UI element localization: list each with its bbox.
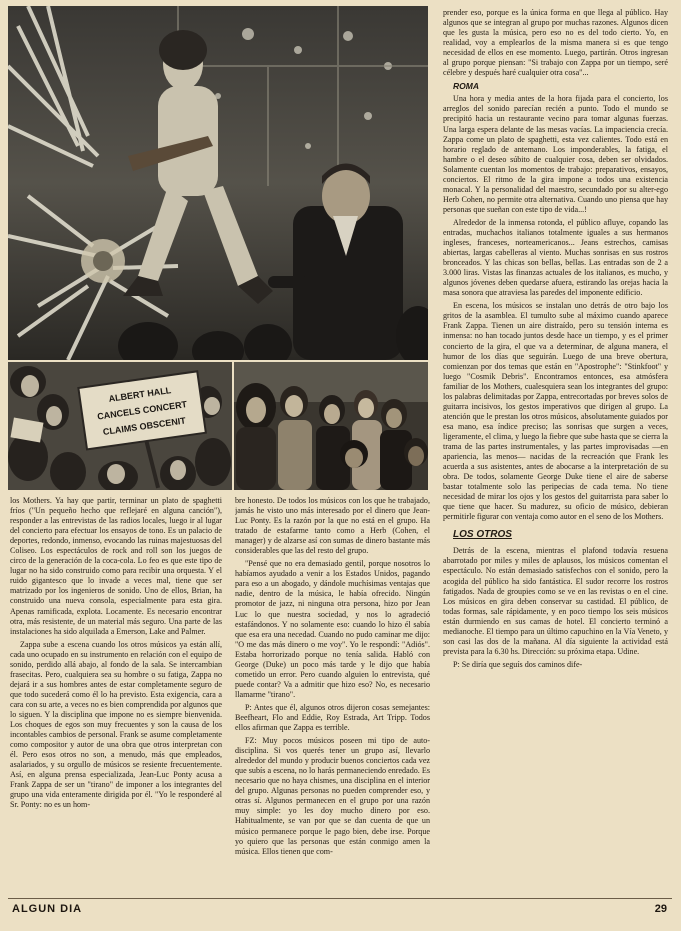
paragraph: FZ: Muy pocos músicos poseen mi tipo de auto-disciplina. Si vos querés tener un grupo así, llevarlo alrededor del mundo y producir buenos conciertos cada vez que subís a escena, no lo harás permaneciendo enredado. Es necesario que no haya chismes, una disciplina en el interior del grupo. Algunas personas no pueden comprender eso, y otras sí. Algunos permanecen en el grupo por una razón muy simple: yo les doy mucho dinero por eso. Habitualmente, se van por que se dan cuenta de que un músico permanece porque le pago bien, debe irse. Porque yo quiero que las personas que están conmigo amen la música. Ellos tienen que com- [235,736,430,856]
paragraph: Una hora y media antes de la hora fijada para el concierto, los arreglos del sonido parecían recién a punto. Todo el mundo se precipitó hacia un restaurante vecino para tomar algunas fuerzas. Una larga espera delante de las mesas vacías. La impaciencia crecía. Zappa come un plato de spaghetti, esta vez calientes. Todo está en horario reglado de antemano. Los imponderables, la fatiga, el hambre o el deseo súbito de cualquier cosa, deben ser olvidados. Solamente cuentan los momentos de trabajo: preparativos, ensayos, conciertos. El ritmo de la gira impone a todos una existencia monacal. Y la personalidad del maestro, secundado por su alter-ego Herb Cohen, no permite otra alternativa. Cuando uno piensa que hay personas que sueñan con este tipo de vida...! [443,94,668,214]
band-group-photo [234,362,428,490]
paragraph: P: Se diría que seguís dos caminos dife- [453,659,583,669]
stage-photo-image [8,6,428,360]
paragraph: los Mothers. Ya hay que partir, terminar un plato de spaghetti fríos ("Un pequeño hecho que reflejaré en alguna canción"), responder a las entrevistas de las radios locales, luego ir al lugar del concierto para efectuar los ensayos de tono. Es un palacio de deportes, redondo, inmenso, evocando las ruinas majestuosas del Coliseo. Los espectáculos de rock and roll son los juegos de circo de la generación de la coca-cola. Lo feo es que este tipo de lugar no ha sido construido como para recibir una orquesta. Y el ruido gigantesco que lo invade a veces mal, tiene que ser matrizado por los ingenieros de sonido. Uno de ellos, Brian, ha construido una nueva consola, especialmente para esta gira. Apenas ramificada, explota. Locamente. Es necesario encontrar otra, más resistente, de un material más seguro. Una parte de las instalaciones ha sido alquilada a Emerson, Lake and Palmer. [10,496,222,636]
paragraph: Zappa sube a escena cuando los otros músicos ya están allí, cada uno ocupado en su instrumento en relación con el equipo de sonido, perdido allá abajo, al fondo de la sala. Se intercambian frasecitas. Pero, cualquiera sea su hombre o su fatiga, Zappa no dejará ir a sus hombres antes de estar completamente seguro de que todo sucederá como él lo ha previsto. Esta exigencia, cara a cara con su arte, a veces no es bien comprendida por algunos que lo siguen. Y la disciplina que impone no es siempre bienvenida. Los choques de egos son muy frecuentes y son la causa de los incontables cambios de personal. Frank se asume completamente como compositor y autor de una obra que otros interpretan con él. Pero esos otros no son, a menudo, más que empleados, asalariados, y su orgullo de músicos se resiente frecuentemente. Así, en alguna prensa especializada, Jean-Luc Ponty acusa a Frank Zappa de ser un "tirano" de imponer a los integrantes del grupo una vida enteramente dirigida por él. "Yo le responderé al Sr. Ponty: no es un hom- [10,639,222,810]
text-column-middle [235,496,430,892]
paragraph: En escena, los músicos se instalan uno detrás de otro bajo los gritos de la asamblea. El tumulto sube al máximo cuando aparece Frank Zappa. Tienen un aire distraído, pero su tensión interna es inmensa: no han tocado juntos desde hace un tiempo, y es el primer concierto de la gira, el que va a determinar, de alguna manera, el humor de los días que seguirán. Luego de una breve obertura, comienzan por dos temas que están en "Apostrophe": "Stinkfoot" y luego "Cosmik Debris". Encontramos entonces, esa atmósfera familiar de los Mothers, cualesquiera sean los integrantes del grupo: los palabras delimitadas por Zappa, entrecortadas por breves solos de guitarra incisivos, los gestos imperativos que dirigen al grupo. La atención que le prestan los otros músicos, absolutamente guiados por esa mano, esa índice preciso; las sonrisas que surgen a veces, ligeramente, el clima, y luego la fiebre que sube hasta que se cierra la trama de las partes instrumentales, y las partes improvisadas —en apariencia, las menos— nacidas de la recreación que Frank les acuerda a sus asistentes, antes de abocarse a la interpretación de su obra. De todos, solamente George Duke tiene el aire de saberse bastar totalmente solo las peripecias de cada tema. No tiene necesidad de mirar los ojos y los gestos del guitarrista para saber lo que tiene que hacer. Su madurez, su oficio de músico, debieran permitirle figurar con ventaja como autor en el seno de los Mothers. [443,301,668,522]
crowd-banner-photo [8,362,232,490]
banner-line-3: CLAIMS OBSCENIT [102,415,187,437]
footer-rule [8,898,672,899]
paragraph: Detrás de la escena, mientras el plafond todavía resuena abarrotado por miles y miles de aplausos, los músicos comentan el espectáculo. No están demasiado satisfechos con el sonido, pero la acogida del público ha sido fantástica. El sudor recorre los rostros fatigados. Nada de groupies como se ve en las revistas o en el cine. Los músicos en gira deben conservar su castidad. El público, de todas formas, sale rápidamente, y en poco tiempo los seis músicos están durmiendo en sus camas de hotel. El concierto terminó a medianoche. El tiempo para un último capuchino en la Vía Veneto, y son casi las dos de la mañana. Al día siguiente la actividad está prevista para la 6.30 hs. Dirección: su próxima etapa. Udine. [443,546,668,656]
band-group-image [234,362,428,490]
paragraph: Alrededor de la inmensa rotonda, el público afluye, copando las entradas, muchachos italianos totalmente iguales a sus hermanos ingleses, franceses, norteamericanos... Jeans estrechos, camisas abiertas, largas cabelleras al viento. Muchas sonrisas en sus rostros bronceados. Y las chicas son bellas, bellas. Las entradas son de 2 a 3.000 liras. Vistas las finanzas actuales de los italianos, es mucho, y algunos jóvenes deben quedarse afuera, estirando las orejas hacia la masa sonora que atraviesa las paredes del imponente edificio. [443,217,668,298]
section-heading-roma: ROMA [453,81,479,92]
paragraph: prender eso, porque es la única forma en que llega al público. Hay algunos que se integran al grupo por muchas razones. Algunos dicen que les gusta la música, pero eso no es del todo cierto. Yo, en realidad, voy a emplearlos de la misma manera si es que tengo necesidad de ellos en ese momento. Luego, partirán. Otros ingresan al grupo porque piensan: "Si trabajo con Zappa por un tiempo, seré célebre y después haré cualquier otra cosa"... [443,8,668,78]
paragraph: P: Antes que él, algunos otros dijeron cosas semejantes: Beefheart, Flo and Eddie, Roy Estrada, Art Tripp. Todos ellos afirman que Zappa es terrible. [235,702,430,733]
text-column-right [443,8,668,892]
text-column-left [10,496,222,892]
magazine-name: ALGUN DIA [12,903,83,915]
paragraph: bre honesto. De todos los músicos con los que he trabajado, jamás he visto uno más interesado por el dinero que Jean-Luc Ponty. Es la razón por la que no está en el grupo. Ha tratado de estafarme tanto como a Herb (Cohen, el manager) y de alzarse así con sumas de dinero bastante más considerables que las del resto del grupo. [235,496,430,556]
section-heading-los-otros: LOS OTROS [453,529,512,541]
crowd-banner-image [8,362,232,490]
banner-line-2: CANCELS CONCERT [96,399,188,422]
stage-photo [8,6,428,360]
page-number: 29 [654,903,667,915]
banner-line-1: ALBERT HALL [108,385,172,404]
paragraph: "Pensé que no era demasiado gentil, porque nosotros lo habíamos ayudado a venir a los Estados Unidos, pagando para eso a un abogado, y dándole muchísimas ventajas que nadie, dentro de la música, le había ofrecido. Ningún promotor de jazz, ni ninguna otra persona, hizo por Jean Luc lo que nuestra sociedad, y nos lo agradeció estafándonos. Y no solamente eso: cuando lo hizo él sabía que esa era una necedad. Cuando no pudo caminar me dijo: "O me das más dinero o me voy". Yo le respondí: "Adiós". Estaba horrorizado porque no tenía salida. Habló con George (Duke) un poco más tarde y le dijo que había cometido un error. Pero cuando alguien lo entrevista, qué puede contar? Va a admitir que hizo eso? No, es necesario llamarme "tirano". [235,559,430,699]
